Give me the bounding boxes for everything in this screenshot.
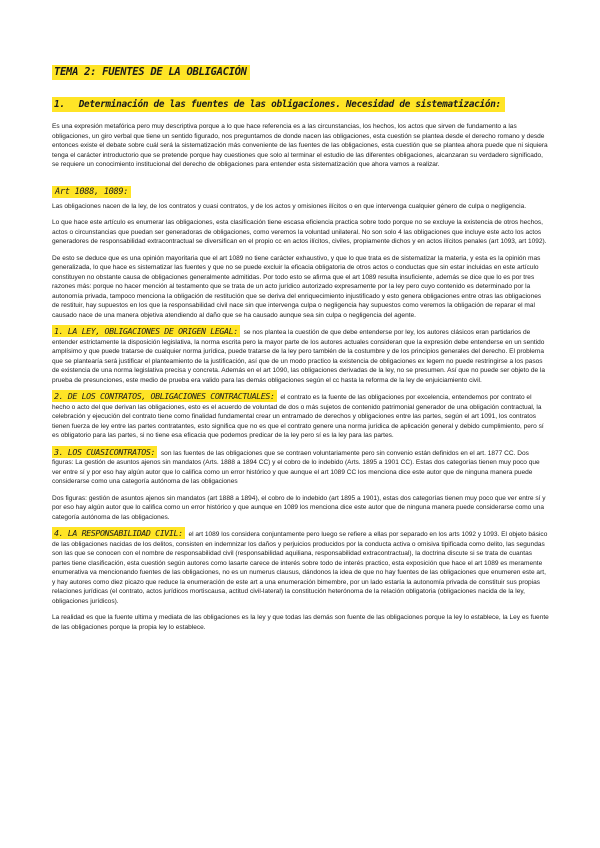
item-ley-text: se nos plantea la cuestión de que debe entenderse por ley, los autores clásicos eran partidarios de entender estrictamente la disposición legislativa, la norma escrita pero la mayor parte de los autores actuales consideran que la expresión debe entenderse en un sentido amplísimo y que puede tratarse de cualquier norma jurídica, puede tratarse de la ley pero también de la costumbre y de los principios generales del derecho. El problema que se plantearía será justificar el planteamiento de la justificación, así que de un modo practico la existencia de obligaciones ex legem no puede restringirse a los pasos de existencia de una norma legislativa precisa y concreta. Además en el art 1090, las obligaciones derivadas de la ley, no se presumen. Así que no puede ser objeto de la prueba de presunciones, este medio de prueba era valido para las demás obligaciones según el cc hasta la reforma de la ley de enjuiciamiento civil. [52,329,546,384]
item-contratos [52,392,550,441]
item-responsabilidad-label: 4. LA RESPONSABILIDAD CIVIL: [54,528,183,538]
item-ley-label: 1. LA LEY, OBLIGACIONES DE ORIGEN LEGAL: [54,326,238,336]
item-cuasicontratos-label: 3. LOS CUASICONTRATOS: [54,446,156,457]
item-responsabilidad [52,529,550,606]
item-responsabilidad-text: el art 1089 los considera conjuntamente pero luego se refiere a ellas por separado en los arts 1092 y 1093. El objeto básico de las obligaciones nacidas de los delitos, consisten en indemnizar los daños y perjuicios producidos por la conducta activa o omisiva tipificada como delito, las segundas son las que se conocen con el nombre de responsabilidad civil (responsabilidad aquiliana, responsabilidad extracontractual), la doctrina discute si se trata de cuantas partes tiene clasificación, esta cuestión según autores como lasarte carece de interés sobre todo de interés practico, esta exposición que hace el art 1089 es meramente enumerativa va mencionando fuentes de las obligaciones, no es un numerus clausus, dándonos la idea de que no hay fuentes de las obligaciones que enumeren este art, y hay autores como diez picazo que reduce la enumeración de este art a una enumeración bimembre, por un lado estaría la autonomía privada de constituir sus propias relaciones jurídicas (el contrato, actos jurídicos mortiscausa, actitud civil-lateral) la constitución heterónoma de la relación obligatoria (obligaciones nacida de la ley, obligaciones jurídicos). [52,531,548,605]
item-cuasicontratos-text: son las fuentes de las obligaciones que se contraen voluntariamente pero sin convenio están definidos en el art. 1877 CC. Dos figuras: La gestión de asuntos ajenos sin mandatos (Arts. 1888 a 1894 CC) y el cobro de lo indebido (Arts. 1895 a 1901 CC). Estas dos categorías tienen muy poco que ver entre sí y por eso hay algún autor que lo califica como un error histórico y que aunque el art 1089 CC los menciona dice este autor que de ninguna manera puede considerarse como una categoría autónoma de las obligaciones [52,449,540,485]
intro-paragraph: Es una expresión metafórica pero muy descriptiva porque a lo que hace referencia es a las circunstancias, los hechos, los actos que sirven de fundamento a las obligaciones, un giro verbal que tiene un sentido figurado, nos preguntamos de donde nacen las obligaciones, esta cuestión se plantea desde el derecho romano y desde entonces existe el debate sobre cuál será la sistematización más conveniente de las fuentes de las obligaciones, esta cuestión que se plantea ahora puede que ni siquiera tenga el carácter introductorio que se pretende porque hay cuestiones que solo al terminar el estudio de las diferentes obligaciones, alcanzaran su verdadero significado, se requiere un conocimiento institucional del derecho de obligaciones para entender esta sistematización que ahora vamos a realizar. [52,123,548,168]
article-heading: Art 1088, 1089: [52,186,131,198]
item-contratos-text: el contrato es la fuente de las obligaciones por excelencia, entendemos por contrato el hecho o acto del que derivan las obligaciones, esto es el acuerdo de voluntad de dos o más sujetos de contenido patrimonial generador de una obligación contractual, la celebración y ejecución del contrato tiene como finalidad fundamental crear un entramado de derechos y obligaciones entre las partes, según el art 1091, los contratos tienen fuerza de ley entre las partes contratantes, esto significa que no es que el contrato genere una norma jurídica de aplicación general y debido cumplimiento, pero sí es obligatorio para las partes, si no tiene esa eficacia que podemos predicar de la ley pero sí es la ley para las partes. [52,394,544,439]
article-paragraph-2: Lo que hace este artículo es enumerar las obligaciones, esta clasificación tiene escasa eficiencia practica sobre todo porque no se excluye la existencia de otros hechos, actos o circunstancias que puedan ser generadoras de obligaciones, como veremos la voluntad unilateral. No son solo 4 las obligaciones que incluye este acto los actos generadores de responsabilidad extracontractual se diversifican en el propio cc en actos ilícitos, civiles, propiamente dichos y en actos ilícitos penales (art 1093, art 1092). [52,219,547,245]
section-heading-text: Determinación de las fuentes de las obligaciones. Necesidad de sistematización: [78,99,501,110]
article-paragraph-1: Las obligaciones nacen de la ley, de los contratos y cuasi contratos, y de los actos y omisiones ilícitos o en que intervenga cualquier género de culpa o negligencia. [52,202,527,210]
item-cuasicontratos [52,448,550,487]
item-ley [52,327,550,385]
closing-paragraph: La realidad es que la fuente ultima y mediata de las obligaciones es la ley y que todas las demás son fuente de las obligaciones porque la ley lo establece, la Ley es fuente de las obligaciones porque la propia ley lo establece. [52,614,549,631]
article-paragraph-3: De esto se deduce que es una opinión mayoritaria que el art 1089 no tiene carácter exhaustivo, y que lo que trata es de sistematizar la materia, y esta es la opinión mas generalizada, lo que hace es sistematizar las fuentes y que no se puede excluir la eficacia obligatoria de otros actos o conductas que sin estar incluidas en este artículo constituyen no obstante causa de obligaciones generalmente admitidas. Por todo esto se afirma que el art 1089 resulta insuficiente, además se dice que lo es por tres razones más: porque no hacer mención al testamento que se trata de un acto jurídico autorizado expresamente por la ley pero cuyo contenido es determinado por la autonomía privada, tampoco menciona la obligación de restitución que se deriva del enriquecimiento injustificado y esto genera obligaciones entre otras las obligaciones de restituir, hay supuestos en los que la responsabilidad civil nace sin que intervenga culpa o negligencia hay supuestos como veremos la obligación de reparar el mal causado nace de una manera objetiva atendiendo al daño que se ha causado aunque sea sin culpa o negligencia del agente. [52,254,542,319]
item-contratos-label: 2. DE LOS CONTRATOS, OBLIGACIONES CONTRACTUALES: [54,391,275,401]
page-title: TEMA 2: FUENTES DE LA OBLIGACIÓN [52,65,250,80]
cuasicontratos-paragraph-2: Dos figuras: gestión de asuntos ajenos sin mandatos (art 1888 a 1894), el cobro de lo indebido (art 1895 a 1901), estas dos categorías tienen muy poco que ver entre sí y por eso hay algún autor que lo califica como un error histórico y que aunque en 1089 los menciona dice este autor que de ninguna manera puede considerarse como una categoría autónoma de las obligaciones. [52,494,546,521]
section-heading [52,97,505,112]
section-number: 1. [54,99,65,110]
